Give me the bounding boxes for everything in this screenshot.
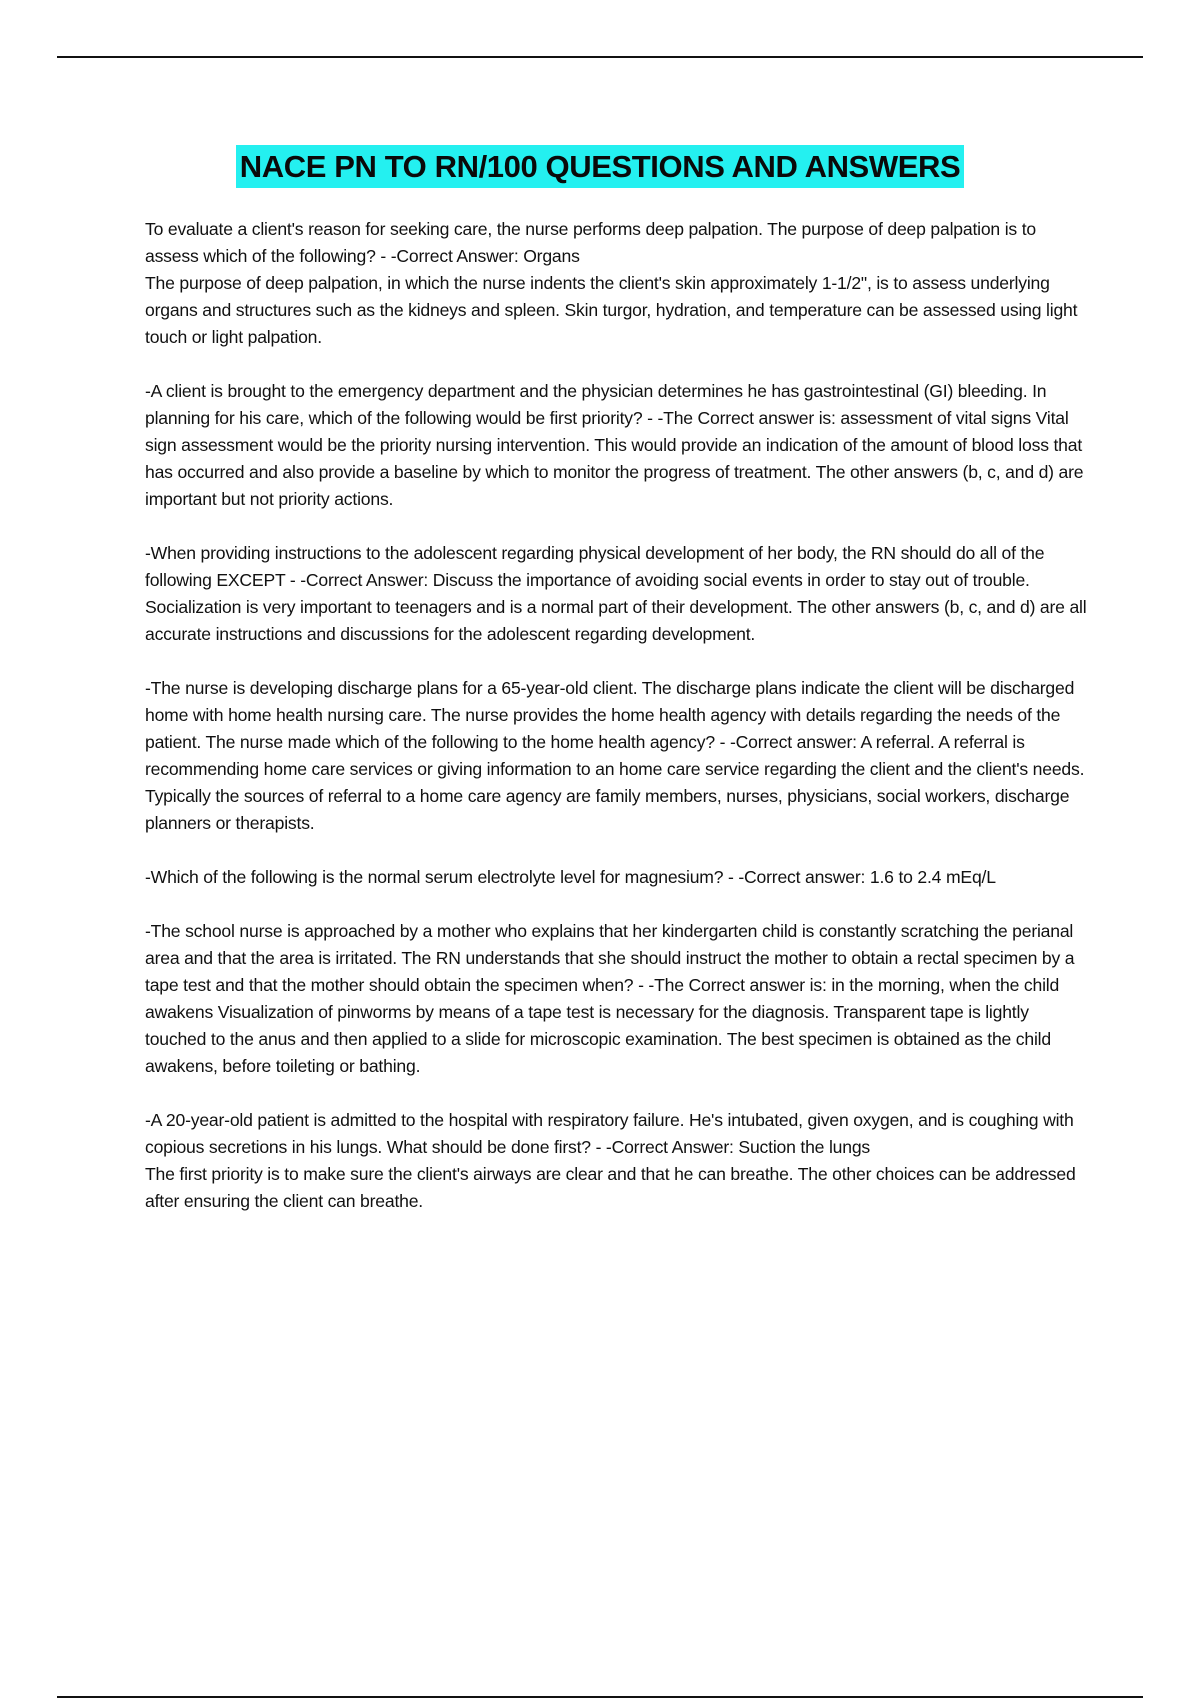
paragraph: The first priority is to make sure the client's airways are clear and that he can breathe. The other choices can be addressed after ensuring the client can breathe. — [145, 1164, 1076, 1211]
qa-block — [145, 675, 1090, 837]
paragraph: -The school nurse is approached by a mother who explains that her kindergarten child is constantly scratching the perianal area and that the area is irritated. The RN understands that she should instruct the mother to obtain a rectal specimen by a tape test and that the mother should obtain the specimen when? - -The Correct answer is: in the morning, when the child awakens Visualization of pinworms by means of a tape test is necessary for the diagnosis. Transparent tape is lightly touched to the anus and then applied to a slide for microscopic examination. The best specimen is obtained as the child awakens, before toileting or bathing. — [145, 921, 1075, 1076]
qa-block — [145, 864, 1090, 891]
paragraph: -A 20-year-old patient is admitted to the hospital with respiratory failure. He's intubated, given oxygen, and is coughing with copious secretions in his lungs. What should be done first? - -Correct Answer: Suction the lungs — [145, 1110, 1074, 1157]
paragraph: -When providing instructions to the adolescent regarding physical development of her body, the RN should do all of the following EXCEPT - -Correct Answer: Discuss the importance of avoiding social events in order to stay out of trouble. — [145, 543, 1045, 590]
bottom-rule — [57, 1696, 1143, 1698]
paragraph: -A client is brought to the emergency department and the physician determines he has gastrointestinal (GI) bleeding. In planning for his care, which of the following would be first priority? - -The Correct answer is: assessment of vital signs Vital sign assessment would be the priority nursing intervention. This would provide an indication of the amount of blood loss that has occurred and also provide a baseline by which to monitor the progress of treatment. The other answers (b, c, and d) are important but not priority actions. — [145, 381, 1084, 509]
paragraph: -Which of the following is the normal serum electrolyte level for magnesium? - -Correct answer: 1.6 to 2.4 mEq/L — [145, 867, 996, 887]
qa-block — [145, 378, 1090, 513]
paragraph: To evaluate a client's reason for seeking care, the nurse performs deep palpation. The purpose of deep palpation is to assess which of the following? - -Correct Answer: Organs — [145, 219, 1036, 266]
qa-block — [145, 216, 1090, 351]
title-wrapper — [0, 145, 1200, 188]
top-rule — [57, 56, 1143, 58]
qa-block — [145, 1107, 1090, 1215]
paragraph: -The nurse is developing discharge plans for a 65-year-old client. The discharge plans indicate the client will be discharged home with home health nursing care. The nurse provides the home health agency with details regarding the needs of the patient. The nurse made which of the following to the home health agency? - -Correct answer: A referral. A referral is recommending home care services or giving information to an home care service regarding the client and the client's needs. Typically the sources of referral to a home care agency are family members, nurses, physicians, social workers, discharge planners or therapists. — [145, 678, 1085, 833]
qa-block — [145, 540, 1090, 648]
paragraph: The purpose of deep palpation, in which the nurse indents the client's skin approximately 1-1/2", is to assess underlying organs and structures such as the kidneys and spleen. Skin turgor, hydration, and temperature can be assessed using light touch or light palpation. — [145, 273, 1078, 347]
qa-block — [145, 918, 1090, 1080]
paragraph: Socialization is very important to teenagers and is a normal part of their development. The other answers (b, c, and d) are all accurate instructions and discussions for the adolescent regarding development. — [145, 597, 1087, 644]
document-title: NACE PN TO RN/100 QUESTIONS AND ANSWERS — [236, 145, 964, 188]
document-body — [145, 216, 1090, 1215]
